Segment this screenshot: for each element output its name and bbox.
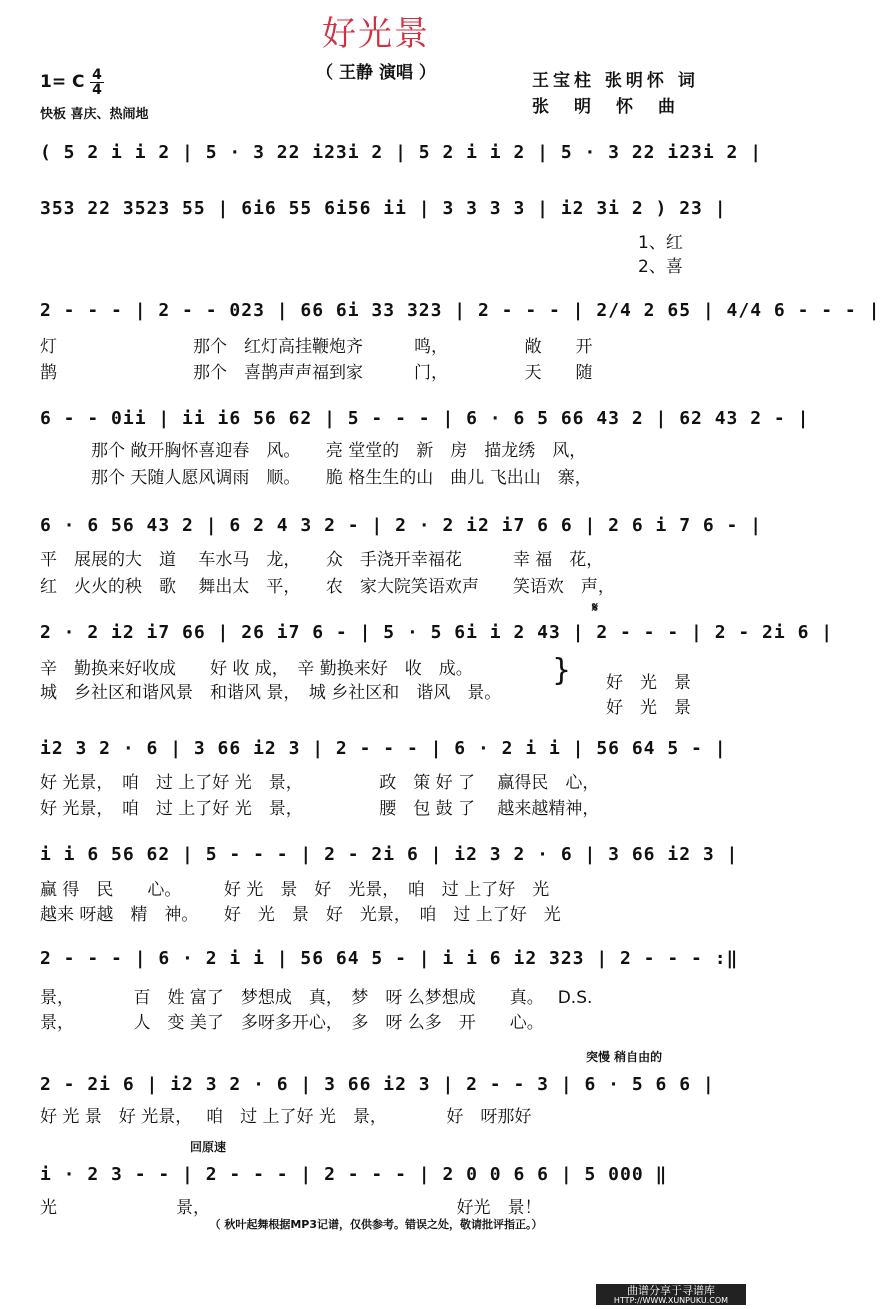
staff-row-8-lyric-2: 越来 呀越 精 神。 好 光 景 好 光景， 咱 过 上了好 光 bbox=[40, 905, 561, 925]
staff-row-5-lyric-2: 红 火火的秧 歌 舞出太 平， 农 家大院笑语欢声 笑语欢 声， bbox=[40, 577, 615, 597]
lyricist-credit: 王宝柱 张明怀 词 bbox=[532, 71, 699, 91]
refrain-label-2: 好 光 景 bbox=[606, 698, 691, 718]
singer-line: （ 王静 演唱 ） bbox=[316, 63, 436, 83]
staff-row-6-notes: 2 · 2 i2 i7 66 | 26 i7 6 - | 5 · 5 6i i 2 43 | 2 - - - | 2 - 2i 6 | bbox=[40, 622, 834, 643]
staff-row-6-lyric-2: 城 乡社区和谐风景 和谐风 景， 城 乡社区和 谐风 景。 bbox=[40, 683, 502, 703]
verse-marker-1: 1、红 bbox=[638, 233, 683, 253]
staff-row-11-notes: i · 2 3 - - | 2 - - - | 2 - - - | 2 0 0 6 6 | 5 000 ‖ bbox=[40, 1164, 668, 1185]
staff-row-7-lyric-1: 好 光景， 咱 过 上了好 光 景， 政 策 好 了 赢得民 心， bbox=[40, 773, 600, 793]
time-signature bbox=[90, 68, 104, 97]
staff-row-11-lyric-1: 光 景， 好光 景！ bbox=[40, 1198, 542, 1218]
refrain-label-1: 好 光 景 bbox=[606, 673, 691, 693]
watermark-logo bbox=[596, 1284, 746, 1305]
staff-row-4-notes: 6 - - 0ii | ii i6 56 62 | 5 - - - | 6 · 6 5 66 43 2 | 62 43 2 - | bbox=[40, 408, 810, 429]
time-signature-bottom: 4 bbox=[90, 82, 104, 97]
staff-row-6-lyric-1: 辛 勤换来好收成 好 收 成， 辛 勤换来好 收 成。 bbox=[40, 659, 473, 679]
staff-row-8-lyric-1: 赢 得 民 心。 好 光 景 好 光景， 咱 过 上了好 光 bbox=[40, 880, 550, 900]
staff-row-7-notes: i2 3 2 · 6 | 3 66 i2 3 | 2 - - - | 6 · 2 i i | 56 64 5 - | bbox=[40, 738, 727, 759]
tempo-mark: 快板 喜庆、热闹地 bbox=[40, 107, 149, 122]
tempo-change-original: 回原速 bbox=[190, 1140, 227, 1154]
staff-row-9-notes: 2 - - - | 6 · 2 i i | 56 64 5 - | i i 6 i2 323 | 2 - - - :‖ bbox=[40, 948, 739, 969]
tempo-change-slow: 突慢 稍自由的 bbox=[586, 1050, 663, 1064]
brace-icon: } bbox=[552, 653, 572, 688]
staff-row-9-lyric-1: 景， 百 姓 富了 梦想成 真， 梦 呀 么梦想成 真。 D.S. bbox=[40, 988, 593, 1008]
staff-row-3-notes: 2 - - - | 2 - - 023 | 66 6i 33 323 | 2 - - - | 2/4 2 65 | 4/4 6 - - - | bbox=[40, 300, 880, 321]
segno-icon: 𝄋 bbox=[592, 600, 599, 616]
staff-row-7-lyric-2: 好 光景， 咱 过 上了好 光 景， 腰 包 鼓 了 越来越精神， bbox=[40, 799, 600, 819]
staff-row-3-lyric-2: 鹊 那个 喜鹊声声福到家 门， 天 随 bbox=[40, 363, 593, 383]
staff-row-3-lyric-1: 灯 那个 红灯高挂鞭炮齐 鸣， 敞 开 bbox=[40, 337, 593, 357]
composer-credit: 张 明 怀 曲 bbox=[532, 97, 679, 117]
staff-row-2-notes: 353 22 3523 55 | 6i6 55 6i56 ii | 3 3 3 3 | i2 3i 2 ) 23 | bbox=[40, 198, 727, 219]
staff-row-1-notes: ( 5 2 i i 2 | 5 · 3 22 i23i 2 | 5 2 i i 2 | 5 · 3 22 i23i 2 | bbox=[40, 142, 763, 163]
verse-marker-2: 2、喜 bbox=[638, 257, 683, 277]
staff-row-10-notes: 2 - 2i 6 | i2 3 2 · 6 | 3 66 i2 3 | 2 - - 3 | 6 · 5 6 6 | bbox=[40, 1074, 715, 1095]
key-signature: 1= C bbox=[40, 72, 85, 92]
song-title: 好光景 bbox=[322, 14, 430, 54]
watermark-url: HTTP://WWW.XUNPUKU.COM bbox=[613, 1296, 729, 1305]
staff-row-4-lyric-2: 那个 天随人愿风调雨 顺。 脆 格生生的山 曲儿 飞出山 寨， bbox=[40, 468, 592, 488]
staff-row-5-notes: 6 · 6 56 43 2 | 6 2 4 3 2 - | 2 · 2 i2 i7 6 6 | 2 6 i 7 6 - | bbox=[40, 515, 763, 536]
staff-row-5-lyric-1: 平 展展的大 道 车水马 龙， 众 手浇开幸福花 幸 福 花， bbox=[40, 550, 604, 570]
watermark-text: 曲谱分享于寻谱库 bbox=[627, 1284, 715, 1297]
staff-row-4-lyric-1: 那个 敞开胸怀喜迎春 风。 亮 堂堂的 新 房 描龙绣 风， bbox=[40, 441, 587, 461]
time-signature-top: 4 bbox=[92, 67, 102, 83]
staff-row-10-lyric-1: 好 光 景 好 光景， 咱 过 上了好 光 景， 好 呀那好 bbox=[40, 1107, 532, 1127]
staff-row-8-notes: i i 6 56 62 | 5 - - - | 2 - 2i 6 | i2 3 2 · 6 | 3 66 i2 3 | bbox=[40, 844, 739, 865]
staff-row-9-lyric-2: 景， 人 变 美了 多呀多开心， 多 呀 么多 开 心。 bbox=[40, 1013, 544, 1033]
footer-note: （ 秋叶起舞根据MP3记谱，仅供参考。错误之处，敬请批评指正。） bbox=[209, 1218, 543, 1231]
